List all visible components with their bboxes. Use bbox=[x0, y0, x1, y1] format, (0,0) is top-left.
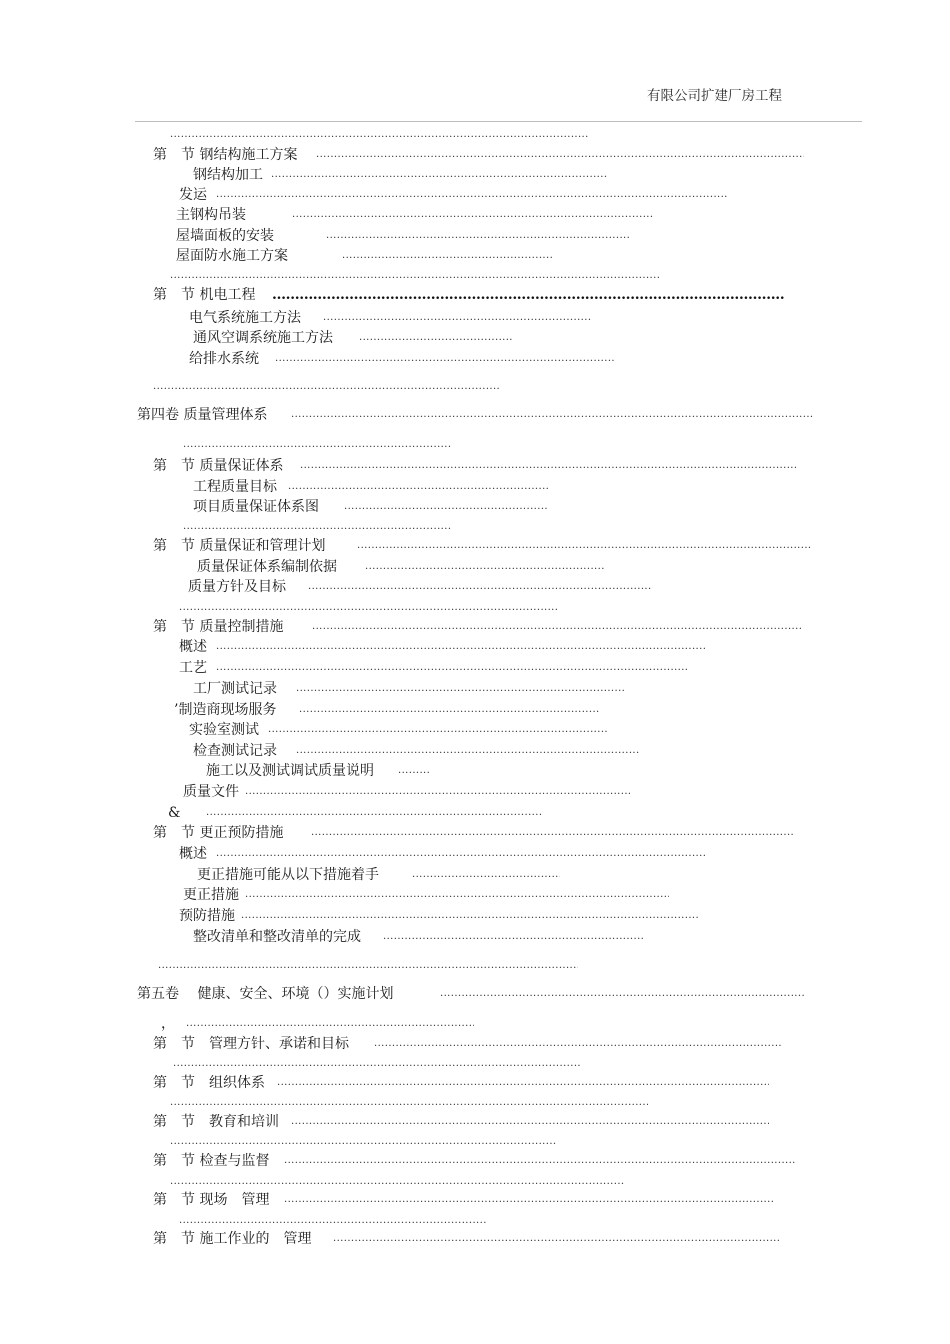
toc-entry[interactable]: 第 节 质量控制措施 bbox=[153, 619, 284, 635]
toc-entry[interactable]: 发运 bbox=[179, 187, 207, 203]
toc-dot-leader bbox=[206, 804, 543, 822]
toc-entry[interactable]: 第 节 质量保证体系 bbox=[153, 458, 284, 474]
toc-entry[interactable]: 第 节 更正预防措施 bbox=[153, 825, 284, 841]
toc-entry[interactable]: 第 节 施工作业的 管理 bbox=[153, 1231, 312, 1247]
toc-entry[interactable]: 工程质量目标 bbox=[193, 479, 277, 495]
toc-dot-leader bbox=[284, 1152, 796, 1170]
toc-entry[interactable]: 检查测试记录 bbox=[193, 743, 277, 759]
toc-entry[interactable]: & bbox=[168, 805, 181, 821]
toc-entry[interactable]: 质量文件 bbox=[183, 784, 239, 800]
toc-dot-leader bbox=[291, 1113, 769, 1131]
toc-dot-leader bbox=[183, 436, 451, 454]
toc-dot-leader bbox=[296, 742, 640, 760]
toc-entry[interactable]: 更正措施可能从以下措施着手 bbox=[197, 867, 379, 883]
toc-dot-leader bbox=[311, 824, 793, 842]
toc-entry[interactable]: 钢结构加工 bbox=[193, 167, 263, 183]
toc-dot-leader bbox=[272, 286, 784, 304]
toc-entry[interactable]: 第 节 教育和培训 bbox=[153, 1114, 279, 1130]
toc-entry[interactable]: 项目质量保证体系图 bbox=[193, 499, 319, 515]
toc-dot-leader bbox=[284, 1191, 773, 1209]
toc-dot-leader bbox=[186, 1015, 474, 1033]
toc-dot-leader bbox=[291, 406, 813, 424]
toc-dot-leader bbox=[170, 126, 588, 144]
toc-entry[interactable]: 概述 bbox=[179, 846, 207, 862]
toc-entry[interactable]: 工艺 bbox=[179, 660, 207, 676]
toc-entry[interactable]: 施工以及测试调试质量说明 bbox=[206, 763, 374, 779]
toc-dot-leader bbox=[245, 783, 630, 801]
toc-entry[interactable]: 第 节 钢结构施工方案 bbox=[153, 147, 298, 163]
toc-dot-leader bbox=[241, 907, 700, 925]
toc-dot-leader bbox=[312, 618, 803, 636]
toc-entry[interactable]: 实验室测试 bbox=[189, 722, 259, 738]
toc-dot-leader bbox=[308, 578, 652, 596]
toc-dot-leader bbox=[170, 267, 660, 285]
toc-entry[interactable]: 第 节 机电工程 bbox=[153, 287, 256, 303]
toc-dot-leader bbox=[292, 206, 653, 224]
toc-entry[interactable]: 屋墙面板的安装 bbox=[176, 228, 274, 244]
toc-dot-leader bbox=[216, 659, 687, 677]
toc-dot-leader bbox=[296, 680, 624, 698]
toc-dot-leader bbox=[288, 478, 548, 496]
toc-dot-leader bbox=[299, 701, 599, 719]
header-divider bbox=[135, 121, 862, 122]
toc-dot-leader bbox=[216, 186, 727, 204]
toc-entry[interactable]: 整改清单和整改清单的完成 bbox=[193, 929, 361, 945]
toc-dot-leader bbox=[342, 247, 554, 265]
toc-entry[interactable]: 质量方针及目标 bbox=[188, 579, 286, 595]
toc-entry[interactable]: 预防措施 bbox=[179, 908, 235, 924]
toc-dot-leader bbox=[440, 985, 804, 1003]
toc-entry[interactable]: 第四卷 质量管理体系 bbox=[137, 407, 268, 423]
toc-dot-leader bbox=[179, 599, 558, 617]
toc-entry[interactable]: 第五卷 健康、安全、环境（）实施计划 bbox=[137, 986, 394, 1002]
toc-dot-leader bbox=[277, 1074, 769, 1092]
toc-dot-leader bbox=[268, 721, 608, 739]
toc-entry[interactable]: 通风空调系统施工方法 bbox=[193, 330, 333, 346]
toc-dot-leader bbox=[275, 350, 615, 368]
toc-dot-leader bbox=[300, 457, 796, 475]
toc-entry[interactable]: 第 节 管理方针、承诺和目标 bbox=[153, 1036, 349, 1052]
toc-entry[interactable]: 主钢构吊装 bbox=[176, 207, 246, 223]
toc-dot-leader bbox=[170, 1133, 557, 1151]
toc-dot-leader bbox=[326, 227, 630, 245]
toc-dot-leader bbox=[170, 1173, 625, 1191]
toc-dot-leader bbox=[333, 1230, 779, 1248]
toc-dot-leader bbox=[216, 845, 706, 863]
toc-dot-leader bbox=[183, 518, 451, 536]
toc-dot-leader bbox=[374, 1035, 782, 1053]
toc-dot-leader bbox=[359, 329, 512, 347]
toc-dot-leader bbox=[216, 638, 706, 656]
toc-entry[interactable]: 第 节 现场 管理 bbox=[153, 1192, 270, 1208]
toc-dot-leader bbox=[173, 1055, 580, 1073]
toc-entry[interactable]: 工厂测试记录 bbox=[193, 681, 277, 697]
toc-entry[interactable]: ， bbox=[161, 1016, 175, 1032]
toc-dot-leader bbox=[245, 886, 669, 904]
toc-dot-leader bbox=[179, 1212, 486, 1230]
toc-entry[interactable]: 屋面防水施工方案 bbox=[176, 248, 288, 264]
toc-dot-leader bbox=[398, 762, 430, 780]
toc-entry[interactable]: ’制造商现场服务 bbox=[174, 702, 277, 718]
toc-dot-leader bbox=[344, 498, 548, 516]
toc-dot-leader bbox=[323, 309, 591, 327]
toc-dot-leader bbox=[158, 957, 578, 975]
toc-dot-leader bbox=[365, 558, 604, 576]
toc-entry[interactable]: 第 节 检查与监督 bbox=[153, 1153, 270, 1169]
toc-entry[interactable]: 概述 bbox=[179, 639, 207, 655]
toc-entry[interactable]: 更正措施 bbox=[183, 887, 239, 903]
toc-dot-leader bbox=[271, 166, 607, 184]
toc-entry[interactable]: 电气系统施工方法 bbox=[189, 310, 301, 326]
toc-dot-leader bbox=[412, 866, 560, 884]
toc-dot-leader bbox=[357, 537, 811, 555]
page-header-title: 有限公司扩建厂房工程 bbox=[647, 88, 782, 104]
toc-dot-leader bbox=[170, 1094, 648, 1112]
toc-entry[interactable]: 质量保证体系编制依据 bbox=[197, 559, 337, 575]
toc-entry[interactable]: 第 节 组织体系 bbox=[153, 1075, 265, 1091]
toc-dot-leader bbox=[153, 378, 501, 396]
toc-entry[interactable]: 给排水系统 bbox=[189, 351, 259, 367]
toc-dot-leader bbox=[383, 928, 644, 946]
toc-entry[interactable]: 第 节 质量保证和管理计划 bbox=[153, 538, 326, 554]
toc-dot-leader bbox=[316, 146, 804, 164]
